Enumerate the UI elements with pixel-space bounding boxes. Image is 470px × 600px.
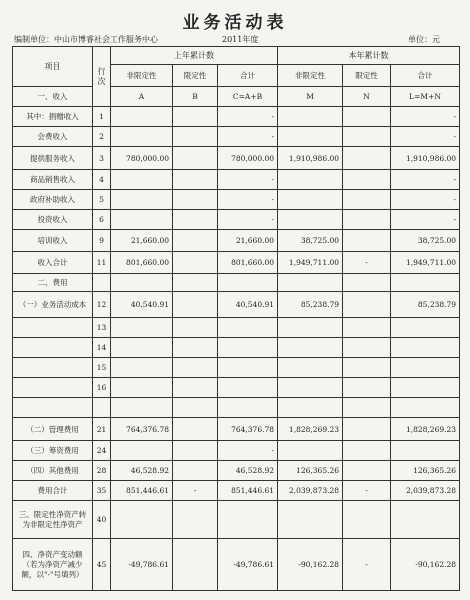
cell-m: -90,162.28	[278, 539, 343, 591]
cell-a: 780,000.00	[111, 147, 173, 170]
cell-l: 1,910,986.00	[391, 147, 460, 170]
cell-l: 2,039,873.28	[391, 481, 460, 501]
cell-n: -	[343, 252, 391, 274]
cell-c: 21,660.00	[218, 230, 278, 252]
row-item: 收入合计	[13, 252, 93, 274]
cell-c	[218, 338, 278, 358]
row-item: （二）管理费用	[13, 418, 93, 441]
table-row	[13, 481, 460, 501]
row-item: 会费收入	[13, 127, 93, 147]
cell-b	[173, 358, 218, 378]
cell-b	[173, 318, 218, 338]
row-item: （三）筹资费用	[13, 441, 93, 461]
row-line: 16	[93, 378, 111, 398]
cell-a	[111, 378, 173, 398]
table-row	[13, 107, 460, 127]
cell-n	[343, 127, 391, 147]
row-line: 15	[93, 358, 111, 378]
cell-l: -	[391, 107, 460, 127]
cell-b	[173, 398, 218, 418]
report-title: 业务活动表	[182, 13, 288, 33]
cell-n	[343, 338, 391, 358]
header-prev-total: 合计	[218, 65, 278, 87]
code-m: M	[278, 87, 343, 107]
row-item: 商品销售收入	[13, 170, 93, 190]
cell-m: 1,910,986.00	[278, 147, 343, 170]
cell-c: -	[218, 210, 278, 230]
cell-a: 46,528.92	[111, 461, 173, 481]
table-row	[13, 190, 460, 210]
cell-n	[343, 147, 391, 170]
cell-n	[343, 501, 391, 539]
cell-a: 801,660.00	[111, 252, 173, 274]
cell-a: 764,376.78	[111, 418, 173, 441]
cell-c: -	[218, 441, 278, 461]
code-b: B	[173, 87, 218, 107]
cell-l	[391, 274, 460, 292]
row-item	[13, 398, 93, 418]
currency-unit: 单位：元	[408, 35, 440, 44]
row-line: 28	[93, 461, 111, 481]
cell-c: 851,446.61	[218, 481, 278, 501]
row-item: 二、费用	[13, 274, 93, 292]
cell-m: 2,039,873.28	[278, 481, 343, 501]
header-curr-year: 本年累计数	[278, 47, 460, 65]
row-item: 费用合计	[13, 481, 93, 501]
cell-n	[343, 441, 391, 461]
cell-m	[278, 378, 343, 398]
row-line: 11	[93, 252, 111, 274]
cell-n	[343, 292, 391, 318]
cell-m: 126,365.26	[278, 461, 343, 481]
table-row	[13, 210, 460, 230]
cell-c	[218, 358, 278, 378]
table-row	[13, 318, 460, 338]
cell-a	[111, 210, 173, 230]
row-line: 1	[93, 107, 111, 127]
row-item: 一、收入	[13, 87, 93, 107]
cell-b: -	[173, 481, 218, 501]
code-n: N	[343, 87, 391, 107]
header-curr-non-restricted: 非限定性	[278, 65, 343, 87]
header-item: 项目	[13, 47, 93, 87]
cell-b	[173, 147, 218, 170]
cell-a	[111, 358, 173, 378]
table-row	[13, 398, 460, 418]
cell-b	[173, 127, 218, 147]
cell-c	[218, 318, 278, 338]
cell-n: -	[343, 481, 391, 501]
cell-b	[173, 107, 218, 127]
cell-a	[111, 274, 173, 292]
cell-b	[173, 274, 218, 292]
row-item: 投资收入	[13, 210, 93, 230]
cell-m: 1,949,711.00	[278, 252, 343, 274]
report-year: 2011年度	[222, 35, 259, 44]
cell-b	[173, 501, 218, 539]
cell-m	[278, 358, 343, 378]
cell-a	[111, 170, 173, 190]
header-prev-restricted: 限定性	[173, 65, 218, 87]
header-prev-non-restricted: 非限定性	[111, 65, 173, 87]
cell-c: -	[218, 170, 278, 190]
cell-b	[173, 338, 218, 358]
cell-n	[343, 107, 391, 127]
cell-m	[278, 318, 343, 338]
cell-l	[391, 338, 460, 358]
row-item: 政府补助收入	[13, 190, 93, 210]
cell-c	[218, 274, 278, 292]
cell-m	[278, 338, 343, 358]
cell-c	[218, 398, 278, 418]
cell-m	[278, 274, 343, 292]
row-line: 4	[93, 170, 111, 190]
table-row	[13, 378, 460, 398]
cell-n	[343, 358, 391, 378]
cell-l	[391, 501, 460, 539]
cell-m: 1,828,269.23	[278, 418, 343, 441]
row-item: 三、限定性净资产转为非限定性净资产	[13, 501, 93, 539]
cell-l: -	[391, 190, 460, 210]
cell-b	[173, 292, 218, 318]
header-line: 行次	[93, 47, 111, 107]
row-line: 35	[93, 481, 111, 501]
cell-c: 764,376.78	[218, 418, 278, 441]
cell-b	[173, 190, 218, 210]
row-line: 12	[93, 292, 111, 318]
cell-m	[278, 107, 343, 127]
code-l: L=M+N	[391, 87, 460, 107]
table-row	[13, 252, 460, 274]
cell-c: -	[218, 107, 278, 127]
cell-c	[218, 501, 278, 539]
row-item: 提供服务收入	[13, 147, 93, 170]
table-row	[13, 230, 460, 252]
row-line: 9	[93, 230, 111, 252]
row-line: 13	[93, 318, 111, 338]
cell-b	[173, 210, 218, 230]
cell-a: 851,446.61	[111, 481, 173, 501]
cell-c: 40,540.91	[218, 292, 278, 318]
table-row	[13, 358, 460, 378]
cell-l: -90,162.28	[391, 539, 460, 591]
header-prev-year: 上年累计数	[111, 47, 278, 65]
cell-a	[111, 318, 173, 338]
row-line	[93, 398, 111, 418]
table-row	[13, 539, 460, 591]
cell-a	[111, 127, 173, 147]
cell-l	[391, 378, 460, 398]
cell-l: -	[391, 127, 460, 147]
cell-b	[173, 170, 218, 190]
header-curr-restricted: 限定性	[343, 65, 391, 87]
table-row	[13, 501, 460, 539]
code-c: C=A+B	[218, 87, 278, 107]
cell-n	[343, 170, 391, 190]
row-item	[13, 358, 93, 378]
cell-c: -	[218, 190, 278, 210]
compiling-unit: 编制单位：中山市博睿社会工作服务中心	[14, 35, 158, 44]
cell-l	[391, 358, 460, 378]
row-line: 6	[93, 210, 111, 230]
cell-b	[173, 230, 218, 252]
cell-n	[343, 418, 391, 441]
cell-a: 40,540.91	[111, 292, 173, 318]
row-line: 2	[93, 127, 111, 147]
cell-a: 21,660.00	[111, 230, 173, 252]
cell-c: -49,786.61	[218, 539, 278, 591]
table-row	[13, 127, 460, 147]
cell-b	[173, 252, 218, 274]
cell-n	[343, 398, 391, 418]
cell-m	[278, 501, 343, 539]
cell-a	[111, 190, 173, 210]
cell-l: 1,828,269.23	[391, 418, 460, 441]
cell-n	[343, 461, 391, 481]
row-item	[13, 318, 93, 338]
cell-m	[278, 398, 343, 418]
cell-l	[391, 318, 460, 338]
cell-n	[343, 230, 391, 252]
row-line	[93, 274, 111, 292]
cell-m	[278, 127, 343, 147]
cell-m: 38,725.00	[278, 230, 343, 252]
cell-a	[111, 107, 173, 127]
row-line: 45	[93, 539, 111, 591]
table-row	[13, 418, 460, 441]
code-a: A	[111, 87, 173, 107]
cell-c: 780,000.00	[218, 147, 278, 170]
table-row	[13, 170, 460, 190]
cell-b	[173, 441, 218, 461]
cell-m	[278, 190, 343, 210]
cell-m	[278, 170, 343, 190]
row-line: 5	[93, 190, 111, 210]
cell-a	[111, 398, 173, 418]
table-row	[13, 292, 460, 318]
row-item: 四、净资产变动额（若为净资产减少额，以"-"号填列）	[13, 539, 93, 591]
cell-a	[111, 441, 173, 461]
row-item: （四）其他费用	[13, 461, 93, 481]
cell-m	[278, 441, 343, 461]
cell-a: -49,786.61	[111, 539, 173, 591]
header-curr-total: 合计	[391, 65, 460, 87]
row-line: 40	[93, 501, 111, 539]
cell-l: 38,725.00	[391, 230, 460, 252]
cell-m	[278, 210, 343, 230]
cell-l: 1,949,711.00	[391, 252, 460, 274]
cell-n	[343, 210, 391, 230]
table-row	[13, 441, 460, 461]
cell-a	[111, 338, 173, 358]
cell-n	[343, 318, 391, 338]
row-item: （一）业务活动成本	[13, 292, 93, 318]
cell-l: -	[391, 170, 460, 190]
cell-l: -	[391, 210, 460, 230]
cell-b	[173, 461, 218, 481]
row-item: 其中：捐赠收入	[13, 107, 93, 127]
cell-n: -	[343, 539, 391, 591]
cell-b	[173, 539, 218, 591]
cell-c: 801,660.00	[218, 252, 278, 274]
cell-m: 85,238.79	[278, 292, 343, 318]
row-item: 培训收入	[13, 230, 93, 252]
cell-c: 46,528.92	[218, 461, 278, 481]
cell-l	[391, 398, 460, 418]
cell-n	[343, 378, 391, 398]
row-line: 21	[93, 418, 111, 441]
cell-l	[391, 441, 460, 461]
row-line: 24	[93, 441, 111, 461]
table-row	[13, 461, 460, 481]
row-item	[13, 338, 93, 358]
cell-n	[343, 274, 391, 292]
table-row	[13, 147, 460, 170]
cell-c: -	[218, 127, 278, 147]
cell-l: 85,238.79	[391, 292, 460, 318]
cell-n	[343, 190, 391, 210]
table-row	[13, 274, 460, 292]
cell-b	[173, 378, 218, 398]
cell-a	[111, 501, 173, 539]
cell-l: 126,365.26	[391, 461, 460, 481]
cell-c	[218, 378, 278, 398]
table-row	[13, 338, 460, 358]
row-item	[13, 378, 93, 398]
activity-table	[12, 46, 460, 591]
cell-b	[173, 418, 218, 441]
row-line: 3	[93, 147, 111, 170]
row-line: 14	[93, 338, 111, 358]
